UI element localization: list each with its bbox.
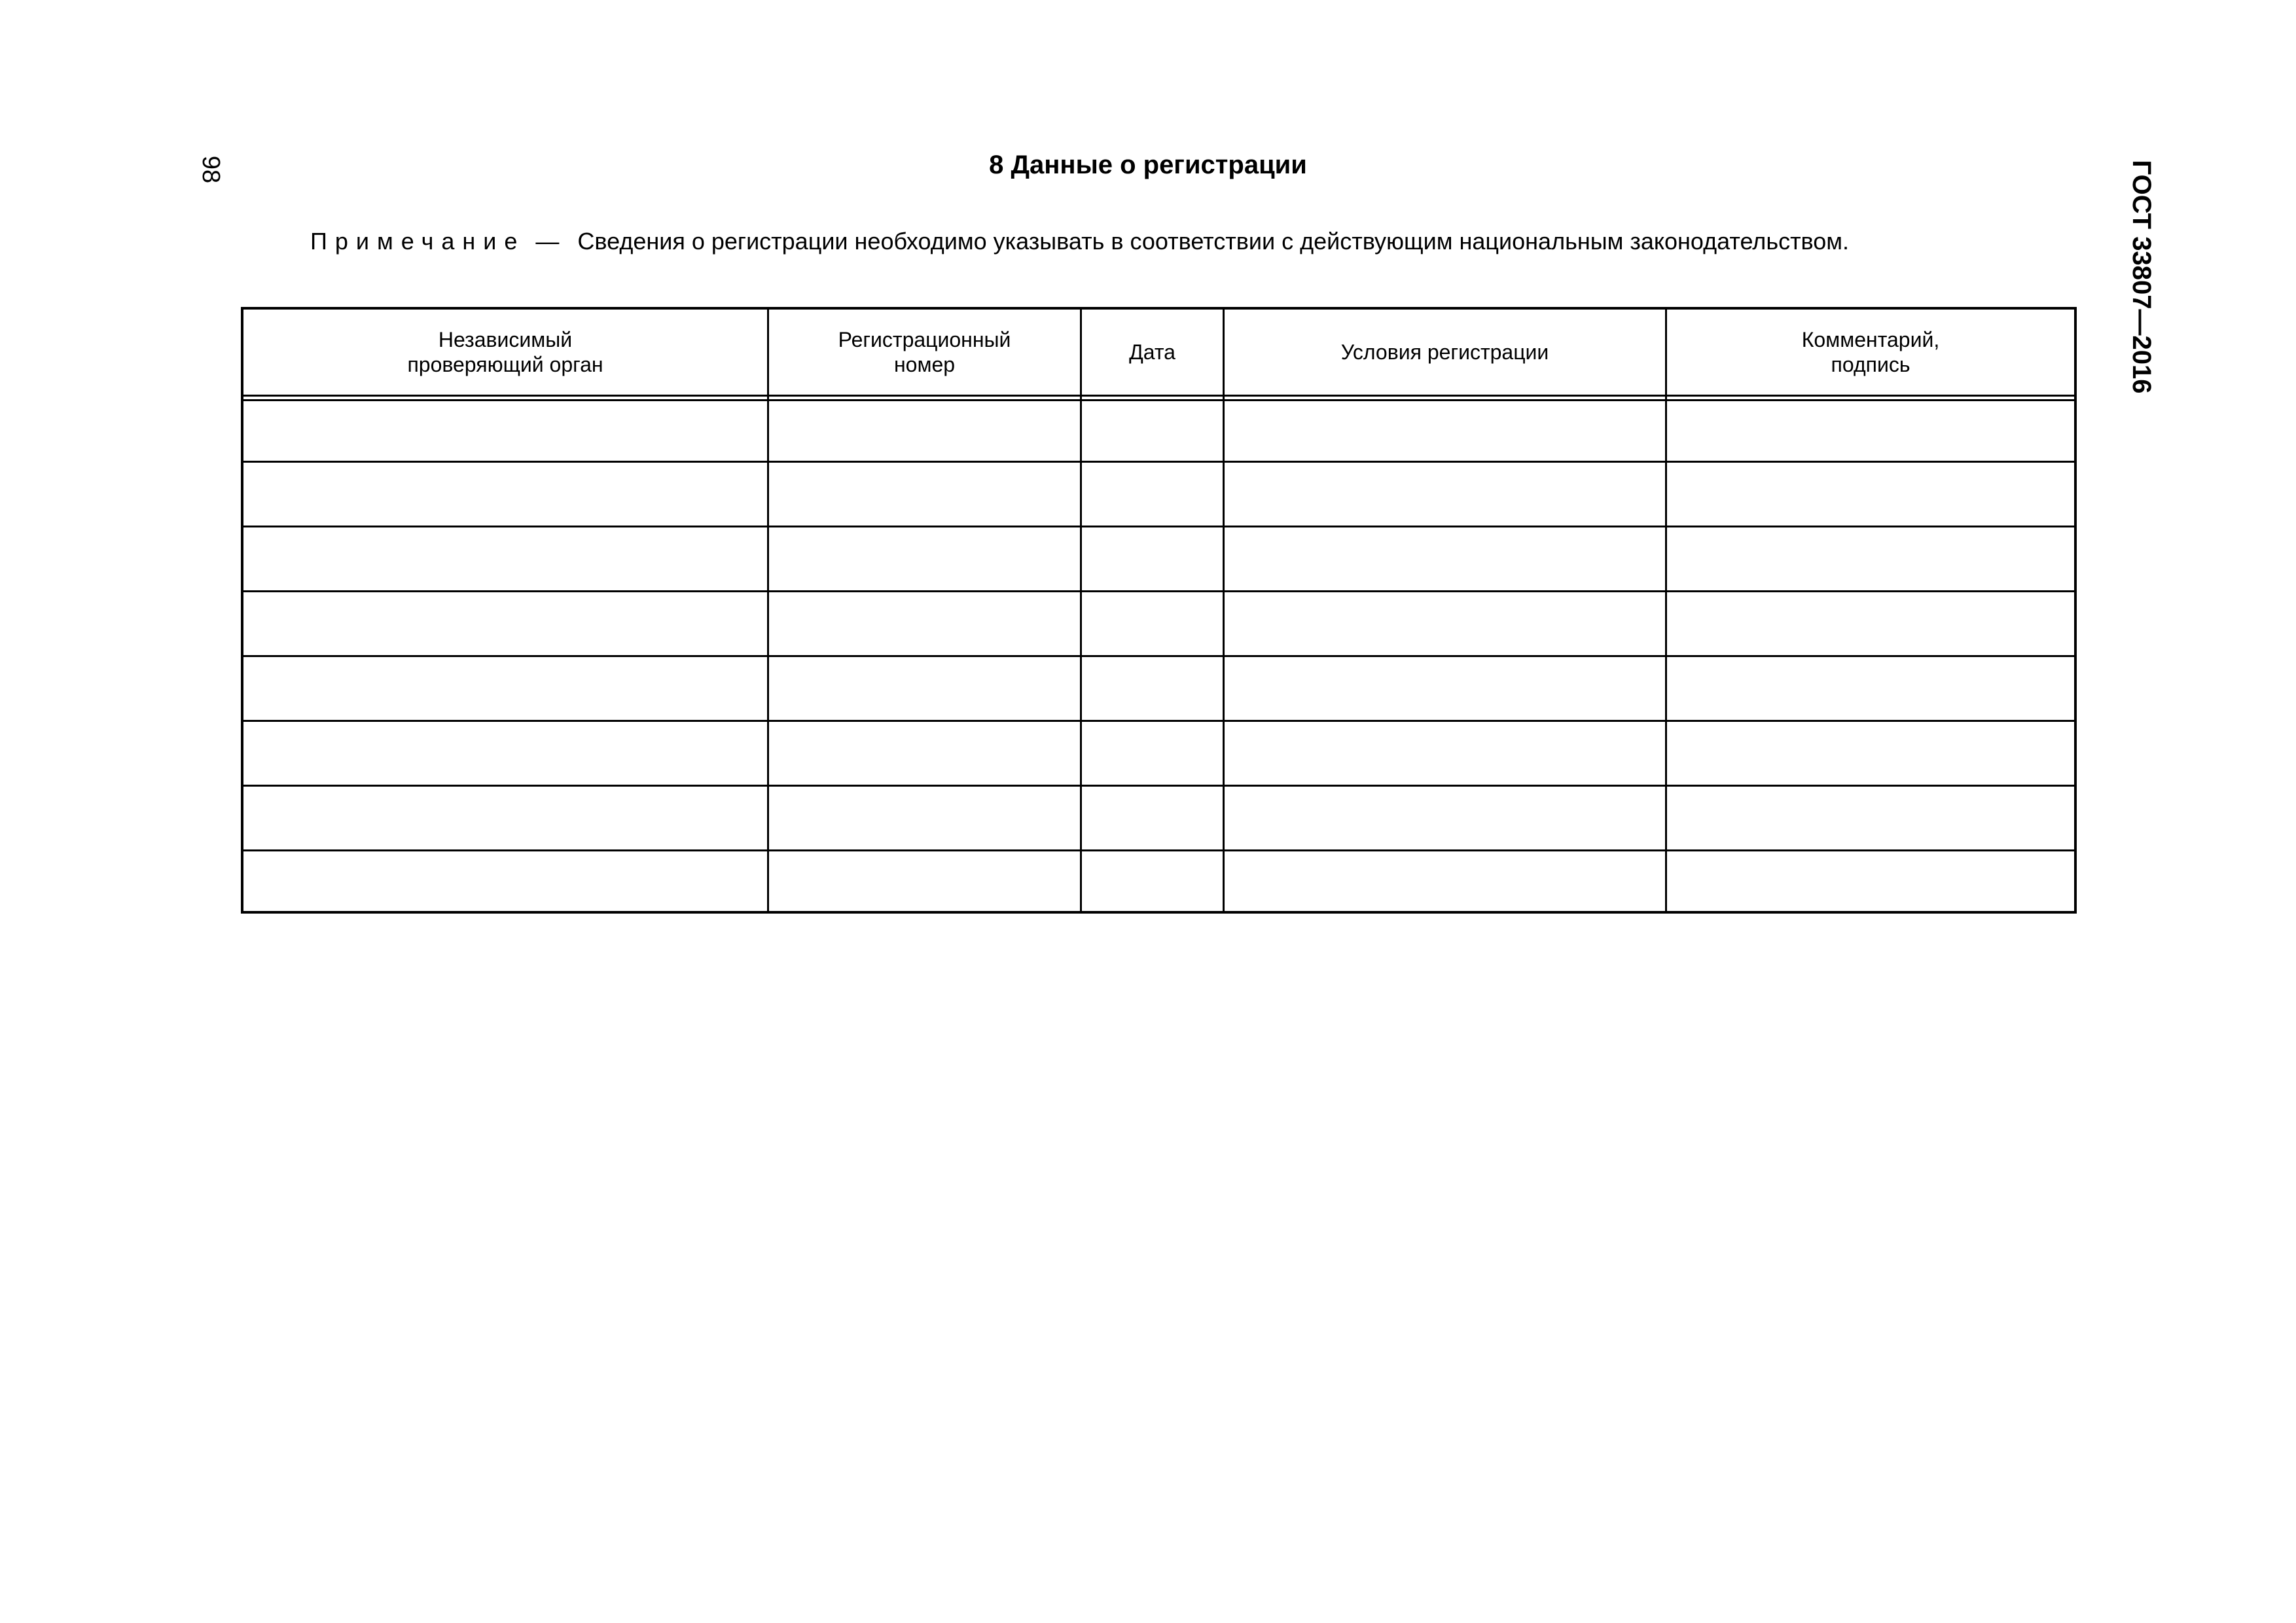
header-registration-conditions: Условия регистрации xyxy=(1340,340,1549,364)
header-inspecting-body: Независимый проверяющий орган xyxy=(407,328,603,376)
row-divider xyxy=(243,655,2074,657)
row-divider xyxy=(243,849,2074,851)
column-divider xyxy=(1080,310,1082,911)
column-divider xyxy=(1223,310,1225,911)
section-title: 8 Данные о регистрации xyxy=(989,151,1307,179)
header-comment-signature: Комментарий, подпись xyxy=(1801,328,1940,376)
note-label: Примечание xyxy=(310,228,526,255)
header-separator xyxy=(243,395,2074,401)
registration-table xyxy=(241,307,2077,914)
header-registration-number: Регистрационный номер xyxy=(838,328,1011,376)
note xyxy=(310,226,1849,257)
header-date: Дата xyxy=(1129,340,1175,364)
column-divider xyxy=(767,310,769,911)
document-code: ГОСТ 33807—2016 xyxy=(2127,160,2156,394)
row-divider xyxy=(243,590,2074,592)
note-text: Сведения о регистрации необходимо указывать в соответствии с действующим национальным законодательством. xyxy=(577,228,1850,255)
row-divider xyxy=(243,461,2074,463)
page-number: 98 xyxy=(197,155,224,184)
row-divider xyxy=(243,785,2074,787)
note-dash: — xyxy=(535,228,560,255)
column-divider xyxy=(1665,310,1667,911)
row-divider xyxy=(243,526,2074,527)
row-divider xyxy=(243,720,2074,722)
